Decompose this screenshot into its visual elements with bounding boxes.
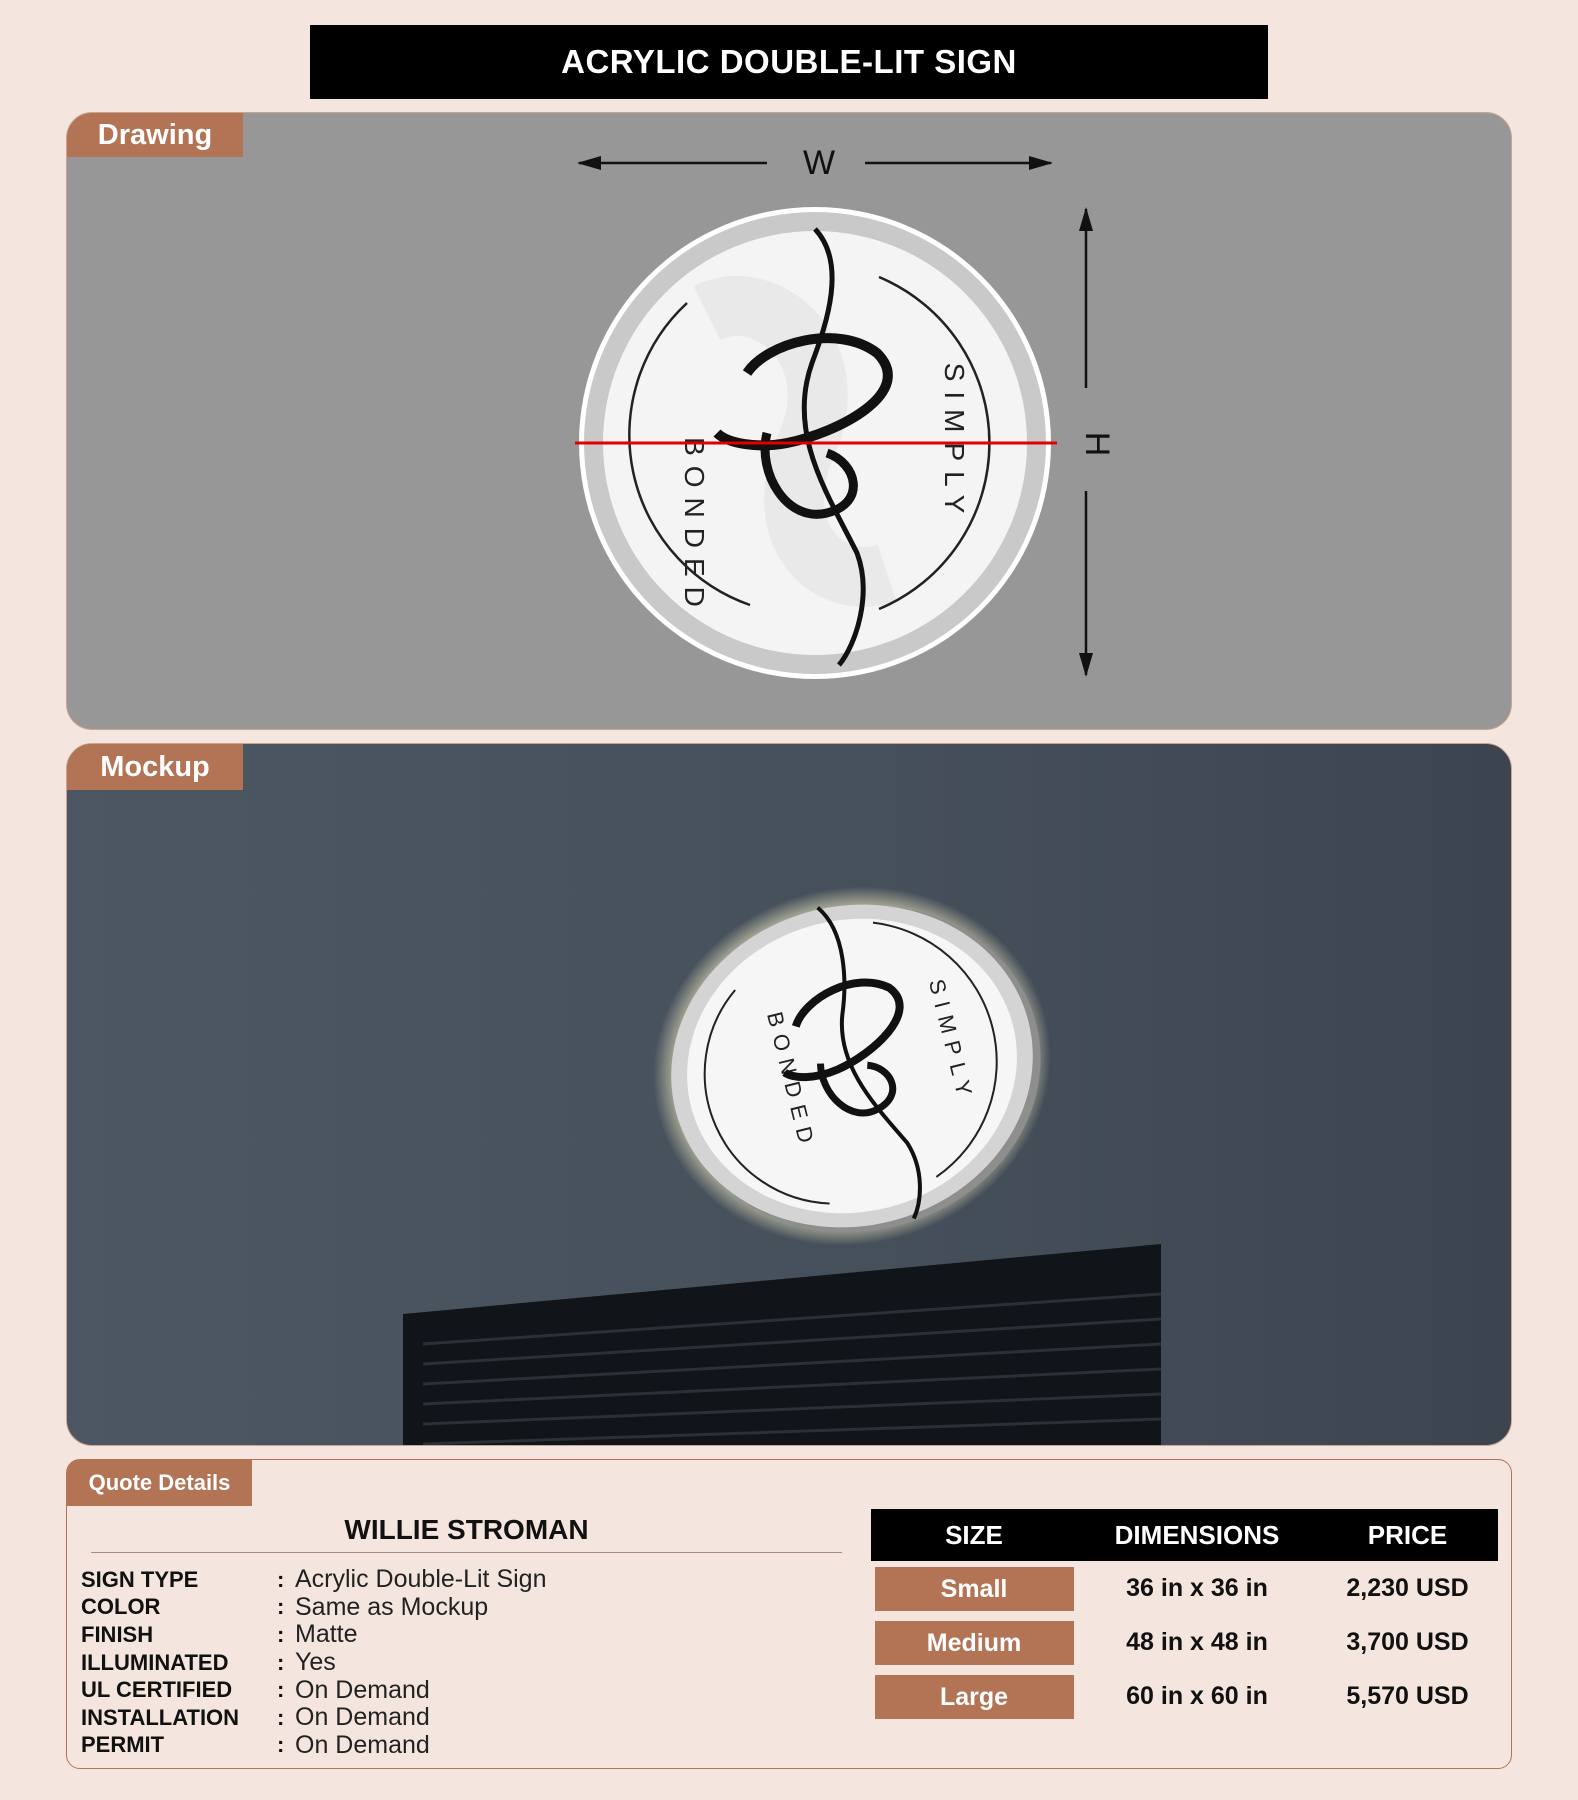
quote-tab: Quote Details <box>67 1460 252 1506</box>
spec-value: Matte <box>295 1620 358 1649</box>
price-row-medium <box>871 1615 1498 1669</box>
mockup-logo-top-text: SIMPLY <box>923 976 979 1106</box>
header-price: PRICE <box>1367 1519 1448 1550</box>
header-size: SIZE <box>945 1519 1003 1550</box>
mockup-logo-bottom-text: BONDED <box>762 1009 821 1154</box>
logo-top-text: SIMPLY <box>939 362 970 524</box>
sign-drawing <box>575 207 1057 679</box>
spec-value: On Demand <box>295 1675 430 1704</box>
spec-list <box>81 1566 547 1759</box>
spec-colon: : <box>277 1677 285 1703</box>
spec-colon: : <box>277 1704 285 1730</box>
mockup-panel <box>66 743 1512 1446</box>
price-cell: 2,230 USD <box>1346 1573 1469 1602</box>
spec-row-color <box>81 1594 547 1622</box>
spec-label: COLOR <box>81 1594 161 1620</box>
price-cell: 5,570 USD <box>1346 1681 1469 1710</box>
drawing-panel <box>66 112 1512 730</box>
spec-colon: : <box>277 1621 285 1647</box>
customer-name: WILLIE STROMAN <box>344 1514 589 1545</box>
price-row-large <box>871 1669 1498 1723</box>
divider <box>91 1552 842 1553</box>
spec-row-installation <box>81 1704 547 1732</box>
dimensions-cell: 48 in x 48 in <box>1126 1627 1268 1656</box>
spec-label: ILLUMINATED <box>81 1649 229 1675</box>
dimensions-cell: 60 in x 60 in <box>1126 1681 1268 1710</box>
mockup-illustration <box>67 744 1512 1446</box>
spec-label: UL CERTIFIED <box>81 1677 233 1703</box>
price-cell: 3,700 USD <box>1346 1627 1469 1656</box>
size-chip-large: Large <box>875 1675 1074 1719</box>
spec-row-permit <box>81 1732 547 1760</box>
spec-row-ul-certified <box>81 1676 547 1704</box>
height-label: H <box>1078 431 1116 457</box>
spec-row-sign-type <box>81 1566 547 1594</box>
spec-value: Same as Mockup <box>295 1592 489 1621</box>
quote-details <box>66 1459 1512 1769</box>
spec-colon: : <box>277 1566 285 1592</box>
width-label: W <box>802 144 836 182</box>
sign-mockup <box>615 845 1089 1287</box>
drawing-illustration <box>67 113 1512 730</box>
building-facade <box>403 1244 1161 1446</box>
spec-value: On Demand <box>295 1703 430 1732</box>
page-title: ACRYLIC DOUBLE-LIT SIGN <box>310 25 1268 99</box>
size-chip-medium: Medium <box>875 1621 1074 1665</box>
spec-value: Acrylic Double-Lit Sign <box>295 1565 547 1594</box>
price-table <box>871 1509 1498 1723</box>
header-dimensions: DIMENSIONS <box>1114 1519 1280 1550</box>
drawing-tab: Drawing <box>67 113 243 157</box>
spec-colon: : <box>277 1649 285 1675</box>
spec-colon: : <box>277 1732 285 1758</box>
dimensions-cell: 36 in x 36 in <box>1126 1573 1268 1602</box>
price-row-small <box>871 1561 1498 1615</box>
spec-value: On Demand <box>295 1730 430 1759</box>
price-table-header <box>871 1509 1498 1561</box>
spec-label: INSTALLATION <box>81 1704 240 1730</box>
mockup-tab: Mockup <box>67 744 243 790</box>
spec-row-finish <box>81 1621 547 1649</box>
spec-label: PERMIT <box>81 1732 165 1758</box>
spec-label: SIGN TYPE <box>81 1566 199 1592</box>
logo-bottom-text: BONDED <box>679 437 710 617</box>
spec-colon: : <box>277 1594 285 1620</box>
size-chip-small: Small <box>875 1567 1074 1611</box>
spec-value: Yes <box>295 1648 336 1677</box>
spec-row-illuminated <box>81 1649 547 1677</box>
spec-label: FINISH <box>81 1621 154 1647</box>
